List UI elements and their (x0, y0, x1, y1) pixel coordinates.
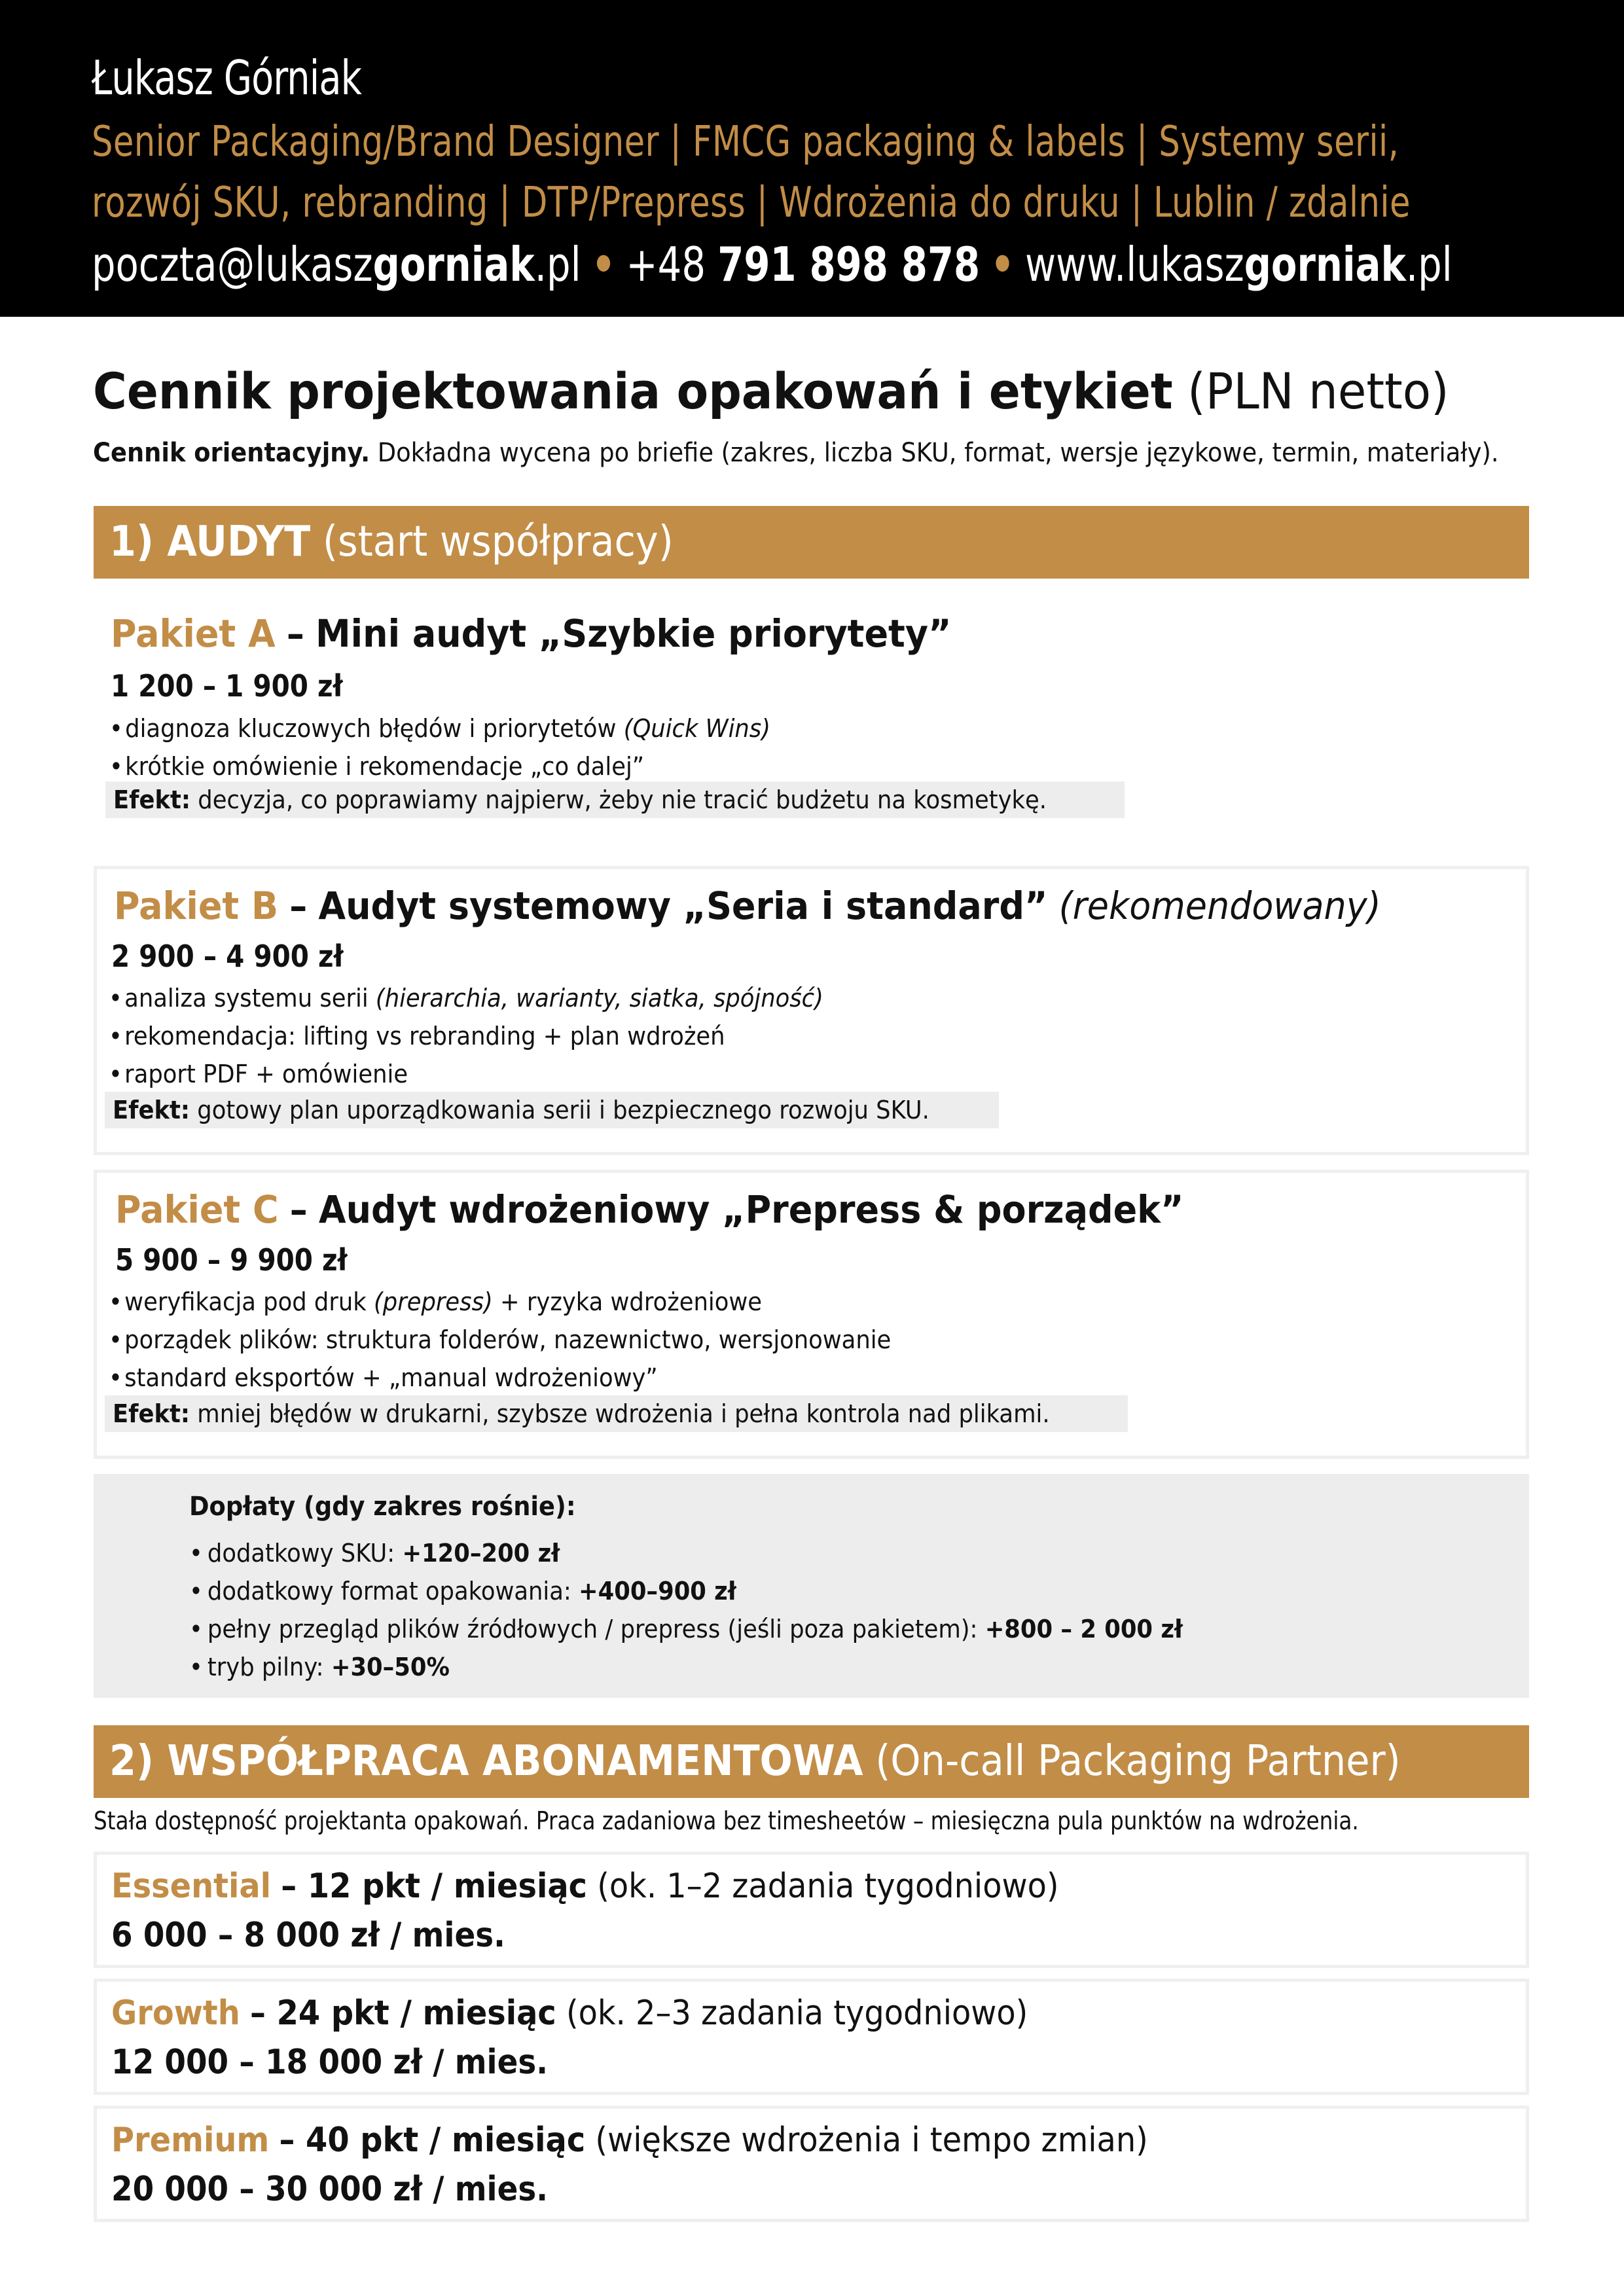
list-item (109, 979, 823, 1017)
package-label: Pakiet C (115, 1187, 279, 1232)
list-item (189, 1534, 1183, 1572)
tier-points: – 40 pkt / miesiąc (279, 2121, 586, 2160)
surcharge-value: +400–900 zł (579, 1577, 736, 1605)
phone-number: 791 898 878 (717, 237, 981, 292)
surcharges-title: Dopłaty (gdy zakres rośnie): (189, 1492, 576, 1522)
tier-price: 20 000 – 30 000 zł / mies. (111, 2170, 548, 2209)
package-label: Pakiet A (111, 611, 276, 656)
surcharges-list (189, 1534, 1257, 1686)
surcharge-label: dodatkowy format opakowania: (207, 1577, 571, 1605)
www-prefix: www.lukasz (1024, 237, 1244, 292)
tier-name: Premium (111, 2121, 270, 2160)
contact-line (92, 237, 1453, 292)
list-item (109, 1321, 891, 1359)
email-link[interactable] (92, 237, 581, 292)
list-item (189, 1572, 1183, 1610)
tier-heading (111, 2117, 1148, 2164)
tier-price: 6 000 – 8 000 zł / mies. (111, 1916, 505, 1955)
package-bullets (109, 979, 877, 1093)
list-item (109, 709, 770, 747)
bullet-icon: • (189, 1615, 203, 1643)
effect-text: decyzja, co poprawiamy najpierw, żeby nie tracić budżetu na kosmetykę. (198, 785, 1047, 814)
effect-text: mniej błędów w drukarni, szybsze wdrożenia i pełna kontrola nad plikami. (197, 1399, 1050, 1428)
surcharge-value: +800 – 2 000 zł (984, 1615, 1183, 1643)
bullet-icon: • (109, 1325, 122, 1354)
tier-note: (ok. 1–2 zadania tygodniowo) (597, 1867, 1059, 1906)
package-bullets (109, 709, 820, 785)
list-item (109, 747, 770, 785)
bullet-icon: • (109, 714, 123, 743)
bullet-icon: • (109, 1363, 122, 1392)
title-suffix: (PLN netto) (1187, 362, 1449, 420)
list-item (109, 1017, 823, 1055)
section-header-audit (94, 506, 1529, 579)
email-suffix: .pl (534, 237, 581, 292)
surcharge-value: +30–50% (331, 1653, 450, 1681)
www-suffix: .pl (1405, 237, 1453, 292)
effect-label: Efekt: (113, 1399, 190, 1428)
surcharges-box (94, 1474, 1529, 1698)
package-name: Mini audyt „Szybkie priorytety” (316, 611, 952, 656)
bullet-italic: (Quick Wins) (623, 714, 771, 743)
www-bold: gorniak (1244, 237, 1406, 292)
recommended-note: (rekomendowany) (1058, 884, 1381, 928)
separator-dot-icon: • (990, 237, 1015, 292)
email-bold: gorniak (372, 237, 535, 292)
tier-growth (94, 1979, 1529, 2095)
package-bullets (109, 1283, 950, 1397)
bullet-icon: • (189, 1539, 203, 1568)
tier-heading (111, 1990, 1028, 2037)
bullet-italic: (hierarchia, warianty, siatka, spójność) (375, 984, 823, 1013)
effect-highlight (105, 1092, 999, 1128)
bullet-icon: • (109, 1022, 122, 1050)
bullet-text: raport PDF + omówienie (124, 1060, 408, 1088)
bullet-text: weryfikacja pod druk (124, 1287, 367, 1316)
tier-note: (ok. 2–3 zadania tygodniowo) (566, 1994, 1028, 2033)
effect-highlight (105, 781, 1125, 818)
section-subtitle: (start współpracy) (323, 518, 674, 566)
section-tagline: Stała dostępność projektanta opakowań. Praca zadaniowa bez timesheetów – miesięczna pula punktów na wdrożenia. (94, 1806, 1359, 1835)
package-label: Pakiet B (114, 884, 279, 928)
tier-points: – 24 pkt / miesiąc (250, 1994, 556, 2033)
phone-link[interactable] (626, 237, 980, 292)
list-item (109, 1283, 891, 1321)
bullet-icon: • (109, 1287, 122, 1316)
subtitle-rest: Dokładna wycena po briefie (zakres, liczba SKU, format, wersje językowe, termin, materiały). (377, 438, 1499, 468)
phone-prefix: +48 (626, 237, 706, 292)
designer-name: Łukasz Górniak (92, 50, 362, 105)
package-heading (114, 881, 1381, 931)
page-subtitle (93, 435, 1499, 471)
surcharge-label: pełny przegląd plików źródłowych / prepress (jeśli poza pakietem): (207, 1615, 978, 1643)
bullet-text: porządek plików: struktura folderów, nazewnictwo, wersjonowanie (124, 1325, 892, 1354)
package-name: Audyt systemowy „Seria i standard” (318, 884, 1048, 928)
package-heading (115, 1185, 1183, 1234)
dash: – (286, 611, 304, 656)
title-main: Cennik projektowania opakowań i etykiet (93, 362, 1173, 420)
bullet-icon: • (189, 1577, 203, 1605)
section-title: 1) AUDYT (109, 518, 311, 566)
bullet-italic: (prepress) (373, 1287, 493, 1316)
header-banner (0, 0, 1624, 317)
bullet-text-after: + ryzyka wdrożeniowe (500, 1287, 763, 1316)
separator-dot-icon: • (591, 237, 616, 292)
surcharge-value: +120–200 zł (402, 1539, 560, 1568)
tier-essential (94, 1852, 1529, 1968)
bullet-icon: • (109, 752, 123, 781)
dash: – (289, 884, 308, 928)
section-subtitle: (On-call Packaging Partner) (875, 1737, 1401, 1785)
tier-heading (111, 1863, 1059, 1910)
bullet-icon: • (189, 1653, 203, 1681)
section-header-subscription (94, 1725, 1529, 1798)
list-item (189, 1648, 1183, 1686)
bullet-text: standard eksportów + „manual wdrożeniowy” (124, 1363, 658, 1392)
section-title: 2) WSPÓŁPRACA ABONAMENTOWA (109, 1737, 863, 1785)
bullet-text: rekomendacja: lifting vs rebranding + plan wdrożeń (124, 1022, 725, 1050)
surcharge-label: tryb pilny: (207, 1653, 324, 1681)
tier-name: Essential (111, 1867, 272, 1906)
role-line-2: rozwój SKU, rebranding | DTP/Prepress | Wdrożenia do druku | Lublin / zdalnie (92, 179, 1411, 227)
website-link[interactable] (1025, 237, 1453, 292)
email-prefix: poczta@lukasz (92, 237, 373, 292)
effect-text: gotowy plan uporządkowania serii i bezpiecznego rozwoju SKU. (197, 1096, 929, 1124)
subtitle-bold: Cennik orientacyjny. (93, 438, 370, 468)
package-b (94, 866, 1529, 1155)
effect-highlight (105, 1395, 1128, 1432)
surcharge-label: dodatkowy SKU: (207, 1539, 395, 1568)
bullet-icon: • (109, 984, 122, 1013)
bullet-text: krótkie omówienie i rekomendacje „co dalej” (125, 752, 645, 781)
role-line-1: Senior Packaging/Brand Designer | FMCG packaging & labels | Systemy serii, (92, 118, 1399, 166)
package-price: 5 900 – 9 900 zł (115, 1242, 348, 1278)
tier-price: 12 000 – 18 000 zł / mies. (111, 2043, 548, 2082)
package-heading (111, 609, 951, 658)
list-item (189, 1610, 1183, 1648)
effect-label: Efekt: (113, 785, 191, 814)
bullet-icon: • (109, 1060, 122, 1088)
tier-note: (większe wdrożenia i tempo zmian) (595, 2121, 1148, 2160)
package-c (94, 1170, 1529, 1459)
package-price: 2 900 – 4 900 zł (111, 939, 344, 974)
tier-name: Growth (111, 1994, 240, 2033)
bullet-text: analiza systemu serii (124, 984, 369, 1013)
page-title (93, 359, 1449, 424)
tier-points: – 12 pkt / miesiąc (281, 1867, 588, 1906)
list-item (109, 1359, 891, 1397)
effect-label: Efekt: (113, 1096, 190, 1124)
package-name: Audyt wdrożeniowy „Prepress & porządek” (318, 1187, 1184, 1232)
bullet-text: diagnoza kluczowych błędów i priorytetów (125, 714, 617, 743)
tier-premium (94, 2106, 1529, 2222)
dash: – (289, 1187, 308, 1232)
package-price: 1 200 – 1 900 zł (111, 668, 343, 704)
list-item (109, 1055, 823, 1093)
